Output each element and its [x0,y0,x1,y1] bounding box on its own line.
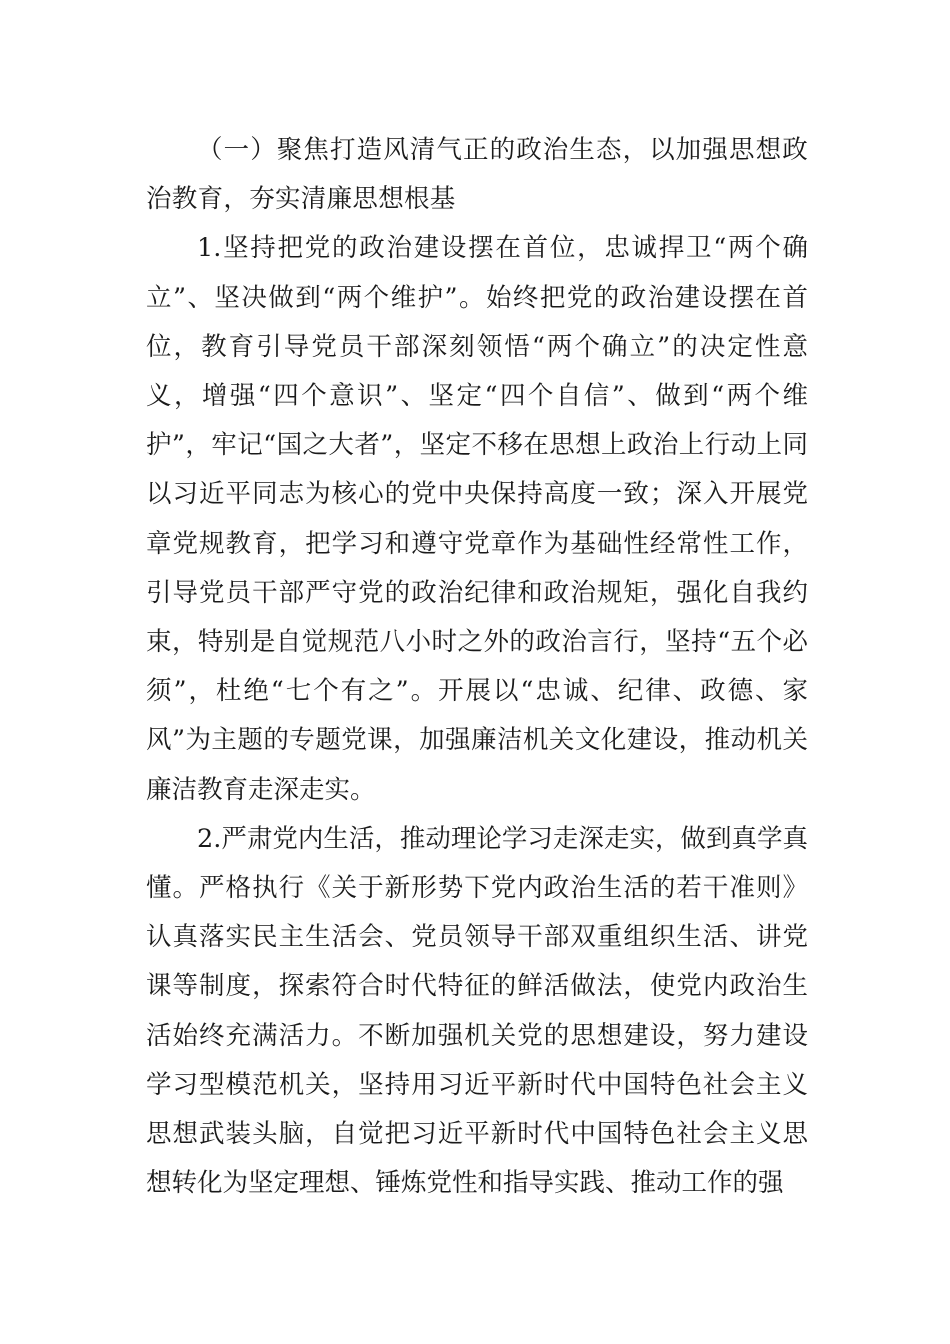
section-heading: （一）聚焦打造风清气正的政治生态，以加强思想政治教育，夯实清廉思想根基 [146,135,808,215]
document-body [146,126,808,1208]
paragraph-1: 1.坚持把党的政治建设摆在首位，忠诚捍卫“两个确立”、坚决做到“两个维护”。始终把党的政治建设摆在首位，教育引导党员干部深刻领悟“两个确立”的决定性意义，增强“四个意识”、坚定“四个自信”、做到“两个维护”，牢记“国之大者”，坚定不移在思想上政治上行动上同以习近平同志为核心的党中央保持高度一致；深入开展党章党规教育，把学习和遵守党章作为基础性经常性工作，引导党员干部严守党的政治纪律和政治规矩，强化自我约束，特别是自觉规范八小时之外的政治言行，坚持“五个必须”，杜绝“七个有之”。开展以“忠诚、纪律、政德、家风”为主题的专题党课，加强廉洁机关文化建设，推动机关廉洁教育走深走实。 [146,233,808,805]
paragraph-2: 2.严肃党内生活，推动理论学习走深走实，做到真学真懂。严格执行《关于新形势下党内政治生活的若干准则》认真落实民主生活会、党员领导干部双重组织生活、讲党课等制度，探索符合时代特征的鲜活做法，使党内政治生活始终充满活力。不断加强机关党的思想建设，努力建设学习型模范机关，坚持用习近平新时代中国特色社会主义思想武装头脑，自觉把习近平新时代中国特色社会主义思想转化为坚定理想、锤炼党性和指导实践、推动工作的强 [146,823,808,1199]
